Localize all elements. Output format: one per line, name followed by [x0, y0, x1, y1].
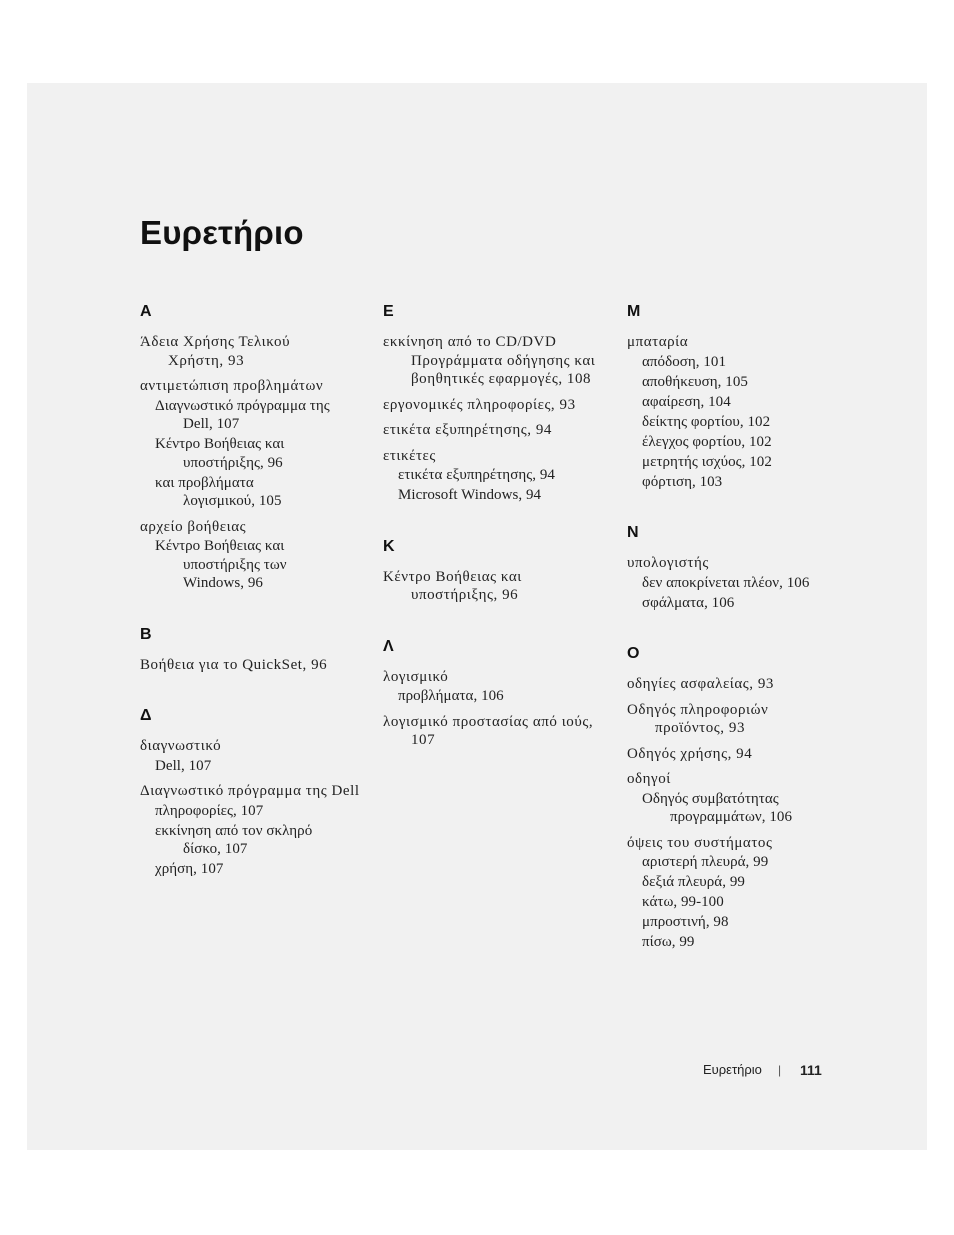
entry-main: Οδηγός πληροφοριών προϊόντος, 93 [627, 701, 769, 736]
section-letter: Δ [140, 707, 152, 724]
index-entry [383, 568, 608, 605]
index-column-3 [627, 303, 857, 985]
entry-sub: έλεγχος φορτίου, 102 [642, 433, 772, 450]
index-entry [140, 737, 365, 775]
entry-sub: πίσω, 99 [642, 934, 695, 950]
entry-sub: πληροφορίες, 107 [155, 802, 264, 819]
entry-main: Άδεια Χρήσης Τελικού Χρήστη, 93 [140, 334, 291, 369]
entry-sub: μπροστινή, 98 [642, 914, 729, 930]
index-entry [383, 668, 608, 706]
entry-sub: κάτω, 99-100 [642, 894, 724, 910]
index-entry [140, 333, 365, 370]
section-letter: O [627, 645, 640, 662]
entry-sub: μετρητής ισχύος, 102 [642, 453, 772, 470]
section-letter: E [383, 303, 394, 320]
index-section-o [627, 645, 857, 952]
index-section-n [627, 524, 857, 612]
section-letter: A [140, 303, 152, 320]
index-entry [383, 396, 608, 415]
index-entry [627, 333, 857, 491]
index-entry [627, 701, 857, 738]
entry-main: Κέντρο Βοήθειας και υποστήριξης, 96 [383, 568, 522, 603]
entry-main: οδηγίες ασφαλείας, 93 [627, 676, 774, 692]
entry-sub: Κέντρο Βοήθειας και υποστήριξης, 96 [155, 436, 285, 471]
section-letter: K [383, 537, 395, 555]
entry-sub: Οδηγός συμβατότητας προγραμμάτων, 106 [642, 790, 793, 825]
index-section-b [140, 626, 365, 675]
entry-main: Οδηγός χρήσης, 94 [627, 745, 753, 762]
index-entry [140, 656, 365, 675]
index-entry [383, 447, 608, 505]
entry-sub: εκκίνηση από τον σκληρό δίσκο, 107 [155, 822, 313, 857]
entry-sub: προβλήματα, 106 [398, 688, 504, 704]
index-entry [627, 834, 857, 952]
entry-main: μπαταρία [627, 334, 689, 350]
entry-sub: Διαγνωστικό πρόγραμμα της Dell, 107 [155, 397, 330, 432]
entry-main: Βοήθεια για το QuickSet, 96 [140, 656, 328, 673]
index-entry [383, 421, 608, 440]
index-entry [627, 745, 857, 764]
index-entry [627, 770, 857, 827]
footer-section-label: Ευρετήριο [703, 1062, 762, 1077]
index-entry [140, 782, 365, 879]
page-title: Ευρετήριο [140, 214, 304, 251]
section-letter: N [627, 524, 639, 541]
section-letter: Λ [383, 637, 394, 655]
entry-main: οδηγοί [627, 771, 671, 787]
section-letter: B [140, 625, 152, 643]
index-entry [627, 554, 857, 612]
page-number: 111 [800, 1062, 822, 1078]
entry-sub: αποθήκευση, 105 [642, 373, 748, 390]
entry-main: όψεις του συστήματος [627, 834, 773, 851]
entry-sub: και προβλήματα λογισμικού, 105 [155, 474, 282, 509]
entry-sub: δείκτης φορτίου, 102 [642, 413, 771, 430]
entry-sub: δεξιά πλευρά, 99 [642, 874, 745, 890]
entry-sub: χρήση, 107 [155, 861, 224, 877]
index-section-a [140, 303, 365, 593]
index-column-1 [140, 303, 365, 912]
entry-main: ετικέτες [383, 447, 436, 464]
entry-sub: αριστερή πλευρά, 99 [642, 854, 769, 870]
entry-sub: δεν αποκρίνεται πλέον, 106 [642, 574, 810, 591]
footer-separator: | [778, 1063, 782, 1077]
entry-main: εργονομικές πληροφορίες, 93 [383, 396, 576, 413]
entry-sub: αφαίρεση, 104 [642, 393, 731, 410]
index-section-lambda [383, 638, 608, 750]
index-entry [383, 713, 608, 750]
entry-main: λογισμικό προστασίας από ιούς, 107 [383, 713, 594, 748]
entry-main: αντιμετώπιση προβλημάτων [140, 378, 324, 394]
entry-main: λογισμικό [383, 668, 449, 685]
entry-main: ετικέτα εξυπηρέτησης, 94 [383, 422, 552, 438]
entry-main: εκκίνηση από το CD/DVD Προγράμματα οδήγησης και βοηθητικές εφαρμογές, 108 [383, 334, 596, 387]
index-section-delta [140, 707, 365, 879]
index-section-m [627, 303, 857, 491]
entry-sub: Κέντρο Βοήθειας και υποστήριξης των Windows, 96 [155, 538, 287, 591]
entry-sub: απόδοση, 101 [642, 353, 727, 370]
index-entry [140, 377, 365, 511]
entry-sub: φόρτιση, 103 [642, 473, 723, 490]
index-entry [140, 518, 365, 593]
entry-sub: Dell, 107 [155, 757, 212, 774]
index-entry [627, 675, 857, 694]
entry-sub: Microsoft Windows, 94 [398, 487, 542, 503]
index-section-e [383, 303, 608, 505]
entry-sub: ετικέτα εξυπηρέτησης, 94 [398, 467, 555, 483]
entry-main: διαγνωστικό [140, 738, 222, 754]
section-letter: M [627, 303, 641, 320]
entry-main: Διαγνωστικό πρόγραμμα της Dell [140, 783, 360, 799]
index-column-2 [383, 303, 608, 783]
entry-main: αρχείο βοήθειας [140, 518, 247, 535]
index-entry [383, 333, 608, 389]
entry-sub: σφάλματα, 106 [642, 594, 735, 611]
entry-main: υπολογιστής [627, 555, 709, 571]
index-section-k [383, 538, 608, 605]
